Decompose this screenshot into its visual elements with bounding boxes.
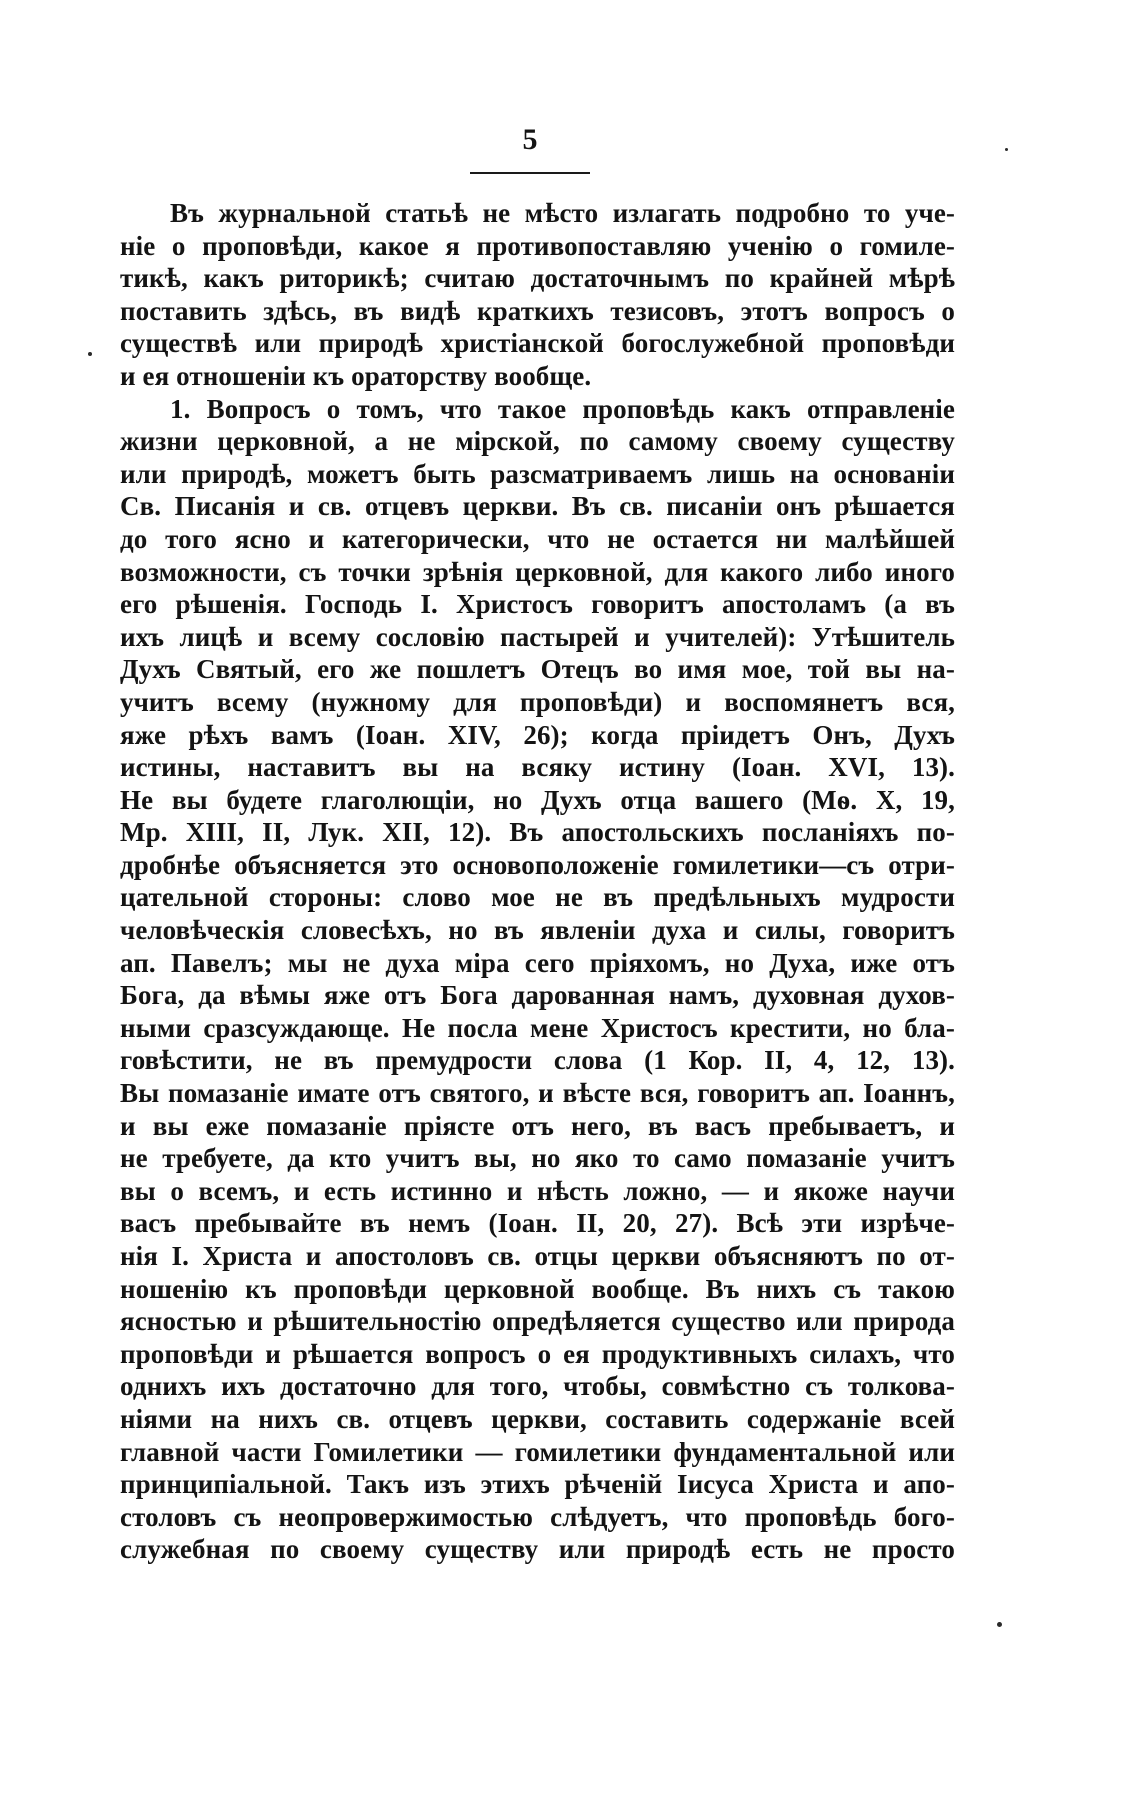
- text-line: нія І. Христа и апостоловъ св. отцы церкви объясняютъ по от-: [120, 1241, 955, 1271]
- text-line: тикѣ, какъ риторикѣ; считаю достаточнымъ по крайней мѣрѣ: [120, 263, 955, 294]
- text-line: и вы еже помазаніе пріясте отъ него, въ васъ пребываетъ, и: [120, 1110, 955, 1141]
- text-line: человѣческія словесѣхъ, но въ явленіи духа и силы, говоритъ: [120, 915, 955, 946]
- print-speck: [1005, 148, 1008, 151]
- text-line: говѣстити, не въ премудрости слова (1 Кор. II, 4, 12, 13).: [120, 1045, 955, 1076]
- text-line: его рѣшенія. Господь І. Христосъ говоритъ апостоламъ (а въ: [120, 589, 955, 620]
- body-text: [120, 197, 955, 1566]
- text-line: существѣ или природѣ христіанской богослужебной проповѣди: [120, 328, 955, 359]
- text-line: ными сразсуждающе. Не посла мене Христосъ крестити, но бла-: [120, 1012, 955, 1043]
- text-line: Въ журнальной статьѣ не мѣсто излагать подробно то уче-: [170, 198, 955, 228]
- text-line: ношенію къ проповѣди церковной вообще. Въ нихъ съ такою: [120, 1273, 955, 1304]
- text-line: яже рѣхъ вамъ (Іоан. XIV, 26); когда пріидетъ Онъ, Духъ: [120, 719, 955, 750]
- text-line: служебная по своему существу или природѣ есть не просто: [120, 1534, 955, 1565]
- text-line: ясностью и рѣшительностію опредѣляется существо или природа: [120, 1306, 955, 1337]
- text-line: ап. Павелъ; мы не духа міра сего пріяхомъ, но Духа, иже отъ: [120, 947, 955, 978]
- page-number-rule: [470, 172, 590, 174]
- text-line: возможности, съ точки зрѣнія церковной, для какого либо иного: [120, 556, 955, 587]
- text-line: и ея отношеніи къ ораторству вообще.: [120, 360, 592, 391]
- text-line: однихъ ихъ достаточно для того, чтобы, совмѣстно съ толкова-: [120, 1371, 955, 1402]
- text-line: 1. Вопросъ о томъ, что такое проповѣдь какъ отправленіе: [170, 393, 955, 424]
- text-line: главной части Гомилетики — гомилетики фундаментальной или: [120, 1436, 955, 1467]
- text-line: или природѣ, можетъ быть разсматриваемъ лишь на основаніи: [120, 458, 955, 489]
- text-line: Не вы будете глаголющіи, но Духъ отца вашего (Мѳ. X, 19,: [120, 784, 955, 815]
- text-line: учитъ всему (нужному для проповѣди) и воспомянетъ вся,: [120, 686, 955, 717]
- text-line: столовъ съ неопровержимостью слѣдуетъ, что проповѣдь бого-: [120, 1501, 955, 1532]
- text-line: истины, наставитъ вы на всяку истину (Іоан. XVI, 13).: [120, 752, 955, 783]
- text-line: Вы помазаніе имате отъ святого, и вѣсте вся, говоритъ ап. Іоаннъ,: [120, 1078, 955, 1109]
- text-line: дробнѣе объясняется это основоположеніе гомилетики—съ отри-: [120, 849, 955, 880]
- text-line: проповѣди и рѣшается вопросъ о ея продуктивныхъ силахъ, что: [120, 1338, 955, 1369]
- text-line: Св. Писанія и св. отцевъ церкви. Въ св. писаніи онъ рѣшается: [120, 491, 955, 522]
- text-line: принципіальной. Такъ изъ этихъ рѣченій Іисуса Христа и апо-: [120, 1469, 955, 1500]
- text-line: Духъ Святый, его же пошлетъ Отецъ во имя мое, той вы на-: [120, 654, 955, 685]
- text-line: ихъ лицѣ и всему сословію пастырей и учителей): Утѣшитель: [120, 621, 955, 652]
- text-line: ніями на нихъ св. отцевъ церкви, составить содержаніе всей: [120, 1403, 955, 1434]
- print-speck: [88, 352, 92, 356]
- text-line: жизни церковной, а не мірской, по самому своему существу: [120, 426, 955, 457]
- text-line: цательной стороны: слово мое не въ предѣльныхъ мудрости: [120, 882, 955, 913]
- text-line: ніе о проповѣди, какое я противопоставляю ученію о гомиле-: [120, 230, 955, 261]
- text-line: до того ясно и категорически, что не остается ни малѣйшей: [120, 523, 955, 554]
- text-line: не требуете, да кто учитъ вы, но яко то само помазаніе учитъ: [120, 1143, 955, 1174]
- text-line: васъ пребывайте въ немъ (Іоан. II, 20, 27). Всѣ эти изрѣче-: [120, 1208, 955, 1239]
- text-line: поставить здѣсь, въ видѣ краткихъ тезисовъ, этотъ вопросъ о: [120, 295, 955, 326]
- text-line: Бога, да вѣмы яже отъ Бога дарованная намъ, духовная духов-: [120, 980, 955, 1011]
- text-line: вы о всемъ, и есть истинно и нѣсть ложно, — и якоже научи: [120, 1175, 955, 1206]
- text-line: Мр. XIII, II, Лук. XII, 12). Въ апостольскихъ посланіяхъ по-: [120, 817, 955, 848]
- page-number: 5: [522, 123, 538, 156]
- print-speck: [997, 1622, 1002, 1627]
